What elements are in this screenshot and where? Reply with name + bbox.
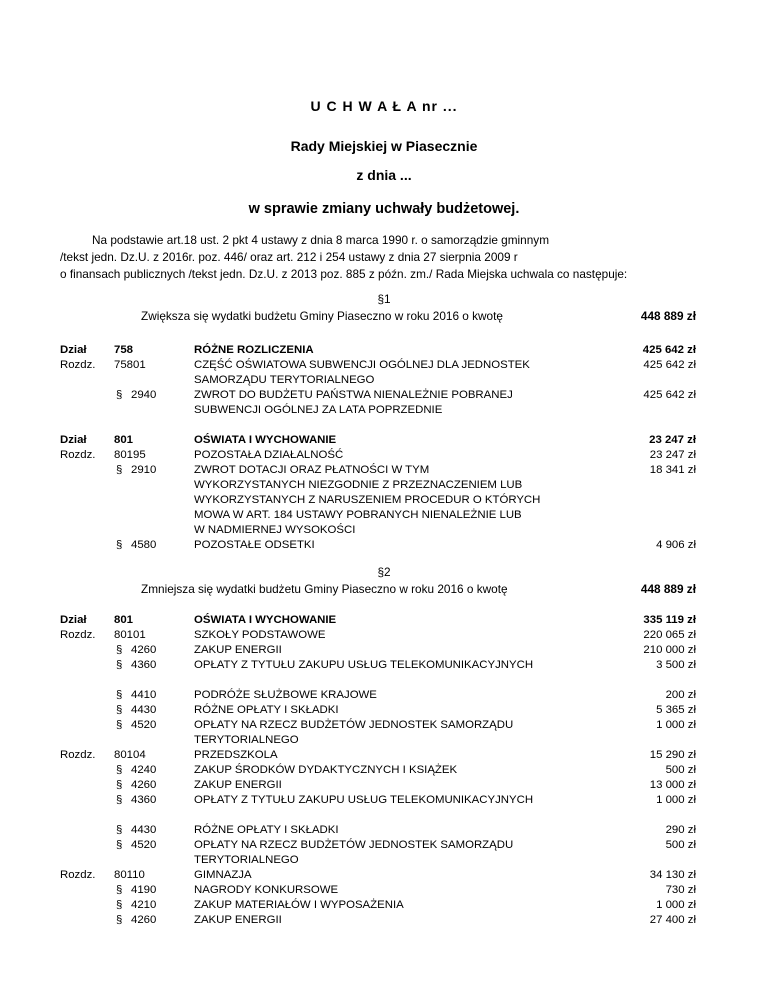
- budget-row: [0, 748, 768, 763]
- budget-row: [0, 853, 768, 868]
- classification-code: 801: [114, 614, 134, 626]
- row-description: ZAKUP ENERGII: [194, 644, 282, 656]
- classification-keyword: §: [116, 764, 123, 776]
- row-amount: 425 642 zł: [643, 389, 696, 401]
- classification-label: [60, 853, 192, 868]
- row-amount: 1 000 zł: [656, 794, 696, 806]
- classification-keyword: §: [116, 389, 123, 401]
- row-description: W NADMIERNEJ WYSOKOŚCI: [194, 524, 356, 536]
- budget-row: [0, 763, 768, 778]
- classification-keyword: §: [116, 779, 123, 791]
- row-description: TERYTORIALNEGO: [194, 854, 299, 866]
- classification-keyword: §: [116, 719, 123, 731]
- classification-code: 4210: [131, 899, 157, 911]
- classification-code: 4360: [131, 659, 157, 671]
- classification-code: 4360: [131, 794, 157, 806]
- section2-total: 448 889 zł: [640, 582, 696, 596]
- row-description: ZWROT DO BUDŻETU PAŃSTWA NIENALEŻNIE POBRANEJ: [194, 389, 513, 401]
- budget-row: [0, 658, 768, 673]
- row-description: OŚWIATA I WYCHOWANIE: [194, 614, 337, 626]
- classification-label: [60, 478, 192, 493]
- document-subject: w sprawie zmiany uchwały budżetowej.: [248, 201, 520, 217]
- row-amount: 335 119 zł: [643, 614, 696, 626]
- budget-row: [0, 343, 768, 358]
- classification-code: 4260: [131, 779, 157, 791]
- budget-row: [0, 703, 768, 718]
- classification-keyword: §: [116, 914, 123, 926]
- row-description: OPŁATY Z TYTUŁU ZAKUPU USŁUG TELEKOMUNIKACYJNYCH: [194, 794, 534, 806]
- classification-code: 4240: [131, 764, 157, 776]
- row-description: POZOSTAŁA DZIAŁALNOŚĆ: [194, 449, 344, 461]
- classification-keyword: §: [116, 464, 123, 476]
- classification-keyword: Rozdz.: [60, 629, 96, 641]
- row-description: MOWA W ART. 184 USTAWY POBRANYCH NIENALEŻNIE LUB: [194, 509, 522, 521]
- section2-symbol: §2: [377, 565, 391, 579]
- budget-row: [0, 913, 768, 928]
- row-amount: 500 zł: [665, 764, 696, 776]
- classification-label: [60, 508, 192, 523]
- classification-keyword: §: [116, 824, 123, 836]
- budget-row: [0, 793, 768, 808]
- row-description: OPŁATY NA RZECZ BUDŻETÓW JEDNOSTEK SAMORZĄDU: [194, 719, 514, 731]
- classification-code: 4410: [131, 689, 157, 701]
- row-amount: 1 000 zł: [656, 899, 696, 911]
- classification-code: 4580: [131, 539, 157, 551]
- row-amount: 15 290 zł: [649, 749, 696, 761]
- row-amount: 730 zł: [665, 884, 696, 896]
- row-description: GIMNAZJA: [194, 869, 252, 881]
- classification-code: 4260: [131, 644, 157, 656]
- section1-total: 448 889 zł: [640, 309, 696, 323]
- budget-row: [0, 838, 768, 853]
- budget-row: [0, 688, 768, 703]
- row-description: PRZEDSZKOLA: [194, 749, 278, 761]
- classification-label: [60, 523, 192, 538]
- row-amount: 425 642 zł: [642, 344, 696, 356]
- classification-code: 80104: [114, 749, 146, 761]
- classification-label: [60, 868, 192, 883]
- classification-code: 4430: [131, 704, 157, 716]
- budget-row: [0, 448, 768, 463]
- budget-row: [0, 508, 768, 523]
- classification-keyword: §: [116, 884, 123, 896]
- budget-row: [0, 493, 768, 508]
- budget-row: [0, 718, 768, 733]
- row-description: ZAKUP ENERGII: [194, 779, 282, 791]
- section2-text: Zmniejsza się wydatki budżetu Gminy Piaseczno w roku 2016 o kwotę: [141, 582, 508, 596]
- row-amount: 1 000 zł: [656, 719, 696, 731]
- classification-label: [60, 733, 192, 748]
- budget-row: [0, 523, 768, 538]
- classification-keyword: Dział: [60, 434, 87, 446]
- classification-code: 80195: [114, 449, 146, 461]
- row-description: RÓŻNE OPŁATY I SKŁADKI: [194, 824, 339, 836]
- budget-row: [0, 613, 768, 628]
- classification-keyword: §: [116, 899, 123, 911]
- row-amount: 18 341 zł: [649, 464, 696, 476]
- row-description: POZOSTAŁE ODSETKI: [194, 539, 315, 551]
- classification-label: [60, 403, 192, 418]
- row-description: TERYTORIALNEGO: [194, 734, 299, 746]
- classification-keyword: Rozdz.: [60, 749, 96, 761]
- row-amount: 13 000 zł: [649, 779, 696, 791]
- row-description: SAMORZĄDU TERYTORIALNEGO: [194, 374, 375, 386]
- intro-line: o finansach publicznych /tekst jedn. Dz.U. z 2013 poz. 885 z późn. zm./ Rada Miejska uchwala co następuje:: [60, 267, 628, 281]
- budget-row: [0, 358, 768, 373]
- classification-code: 801: [114, 434, 134, 446]
- row-amount: 500 zł: [665, 839, 696, 851]
- classification-code: 758: [114, 344, 134, 356]
- budget-row: [0, 403, 768, 418]
- classification-keyword: §: [116, 689, 123, 701]
- classification-code: 2910: [131, 464, 157, 476]
- classification-code: 4430: [131, 824, 157, 836]
- document-issuer: Rady Miejskiej w Piasecznie: [290, 138, 478, 154]
- budget-row: [0, 898, 768, 913]
- row-description: ZAKUP MATERIAŁÓW I WYPOSAŻENIA: [194, 899, 404, 911]
- classification-keyword: Dział: [60, 614, 87, 626]
- classification-keyword: Rozdz.: [60, 359, 96, 371]
- classification-keyword: §: [116, 839, 123, 851]
- classification-keyword: §: [116, 794, 123, 806]
- budget-row: [0, 643, 768, 658]
- row-description: CZĘŚĆ OŚWIATOWA SUBWENCJI OGÓLNEJ DLA JEDNOSTEK: [194, 359, 530, 371]
- row-amount: 34 130 zł: [649, 869, 696, 881]
- classification-keyword: Dział: [60, 344, 87, 356]
- budget-row: [0, 823, 768, 838]
- row-amount: 220 065 zł: [643, 629, 696, 641]
- row-description: RÓŻNE OPŁATY I SKŁADKI: [194, 704, 339, 716]
- classification-code: 4520: [131, 719, 157, 731]
- classification-keyword: §: [116, 704, 123, 716]
- section1-text: Zwiększa się wydatki budżetu Gminy Piaseczno w roku 2016 o kwotę: [141, 309, 503, 323]
- classification-label: [60, 448, 192, 463]
- row-description: SZKOŁY PODSTAWOWE: [194, 629, 326, 641]
- row-amount: 200 zł: [665, 689, 696, 701]
- row-description: OPŁATY Z TYTUŁU ZAKUPU USŁUG TELEKOMUNIKACYJNYCH: [194, 659, 534, 671]
- row-amount: 23 247 zł: [649, 449, 696, 461]
- budget-row: [0, 373, 768, 388]
- classification-label: [60, 748, 192, 763]
- classification-code: 4260: [131, 914, 157, 926]
- budget-row: [0, 868, 768, 883]
- classification-keyword: §: [116, 659, 123, 671]
- row-amount: 3 500 zł: [656, 659, 696, 671]
- classification-label: [60, 628, 192, 643]
- row-description: ZWROT DOTACJI ORAZ PŁATNOŚCI W TYM: [194, 464, 430, 476]
- section1-symbol: §1: [377, 292, 391, 306]
- row-description: NAGRODY KONKURSOWE: [194, 884, 339, 896]
- row-amount: 27 400 zł: [649, 914, 696, 926]
- document-date: z dnia ...: [356, 167, 412, 183]
- classification-label: [60, 373, 192, 388]
- classification-keyword: §: [116, 539, 123, 551]
- budget-row: [0, 628, 768, 643]
- classification-keyword: Rozdz.: [60, 449, 96, 461]
- budget-row: [0, 883, 768, 898]
- row-description: OPŁATY NA RZECZ BUDŻETÓW JEDNOSTEK SAMORZĄDU: [194, 839, 514, 851]
- row-description: WYKORZYSTANYCH Z NARUSZENIEM PROCEDUR O KTÓRYCH: [194, 494, 541, 506]
- row-description: PODRÓŻE SŁUŻBOWE KRAJOWE: [194, 689, 377, 701]
- row-amount: 5 365 zł: [656, 704, 696, 716]
- classification-code: 80101: [114, 629, 146, 641]
- classification-code: 4190: [131, 884, 157, 896]
- row-amount: 4 906 zł: [656, 539, 696, 551]
- classification-code: 4520: [131, 839, 157, 851]
- row-description: OŚWIATA I WYCHOWANIE: [194, 434, 337, 446]
- row-description: RÓŻNE ROZLICZENIA: [194, 344, 314, 356]
- budget-row: [0, 388, 768, 403]
- budget-row: [0, 433, 768, 448]
- row-description: SUBWENCJI OGÓLNEJ ZA LATA POPRZEDNIE: [194, 404, 443, 416]
- classification-label: [60, 613, 192, 628]
- row-description: ZAKUP ŚRODKÓW DYDAKTYCZNYCH I KSIĄŻEK: [194, 764, 458, 776]
- classification-code: 75801: [114, 359, 146, 371]
- row-amount: 210 000 zł: [643, 644, 696, 656]
- classification-label: [60, 493, 192, 508]
- classification-label: [60, 433, 192, 448]
- intro-line: /tekst jedn. Dz.U. z 2016r. poz. 446/ oraz art. 212 i 254 ustawy z dnia 27 sierpnia 2009 r: [60, 250, 518, 264]
- classification-keyword: Rozdz.: [60, 869, 96, 881]
- row-amount: 425 642 zł: [643, 359, 696, 371]
- classification-label: [60, 358, 192, 373]
- budget-row: [0, 478, 768, 493]
- classification-code: 80110: [114, 869, 145, 881]
- budget-row: [0, 778, 768, 793]
- intro-line: Na podstawie art.18 ust. 2 pkt 4 ustawy z dnia 8 marca 1990 r. o samorządzie gminnym: [92, 233, 550, 247]
- budget-row: [0, 538, 768, 553]
- row-amount: 290 zł: [665, 824, 696, 836]
- row-amount: 23 247 zł: [649, 434, 696, 446]
- classification-keyword: §: [116, 644, 123, 656]
- budget-row: [0, 733, 768, 748]
- row-description: WYKORZYSTANYCH NIEZGODNIE Z PRZEZNACZENIEM LUB: [194, 479, 523, 491]
- budget-row: [0, 463, 768, 478]
- classification-label: [60, 343, 192, 358]
- document-title: U C H W A Ł A nr ...: [310, 98, 458, 114]
- row-description: ZAKUP ENERGII: [194, 914, 282, 926]
- classification-code: 2940: [131, 389, 157, 401]
